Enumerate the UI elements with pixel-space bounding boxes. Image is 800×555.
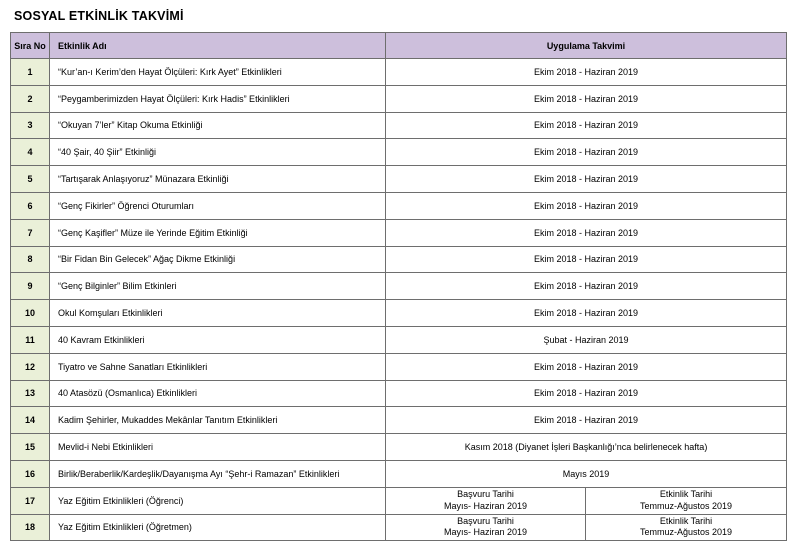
activity-name: Yaz Eğitim Etkinlikleri (Öğretmen): [50, 514, 386, 541]
activity-name: “Kur’an-ı Kerim’den Hayat Ölçüleri: Kırk Ayet” Etkinlikleri: [50, 59, 386, 86]
header-uygulama-takvimi: Uygulama Takvimi: [386, 33, 787, 59]
activity-schedule: Ekim 2018 - Haziran 2019: [386, 166, 787, 193]
row-number: 13: [11, 380, 50, 407]
row-number: 14: [11, 407, 50, 434]
activity-schedule: Ekim 2018 - Haziran 2019: [386, 192, 787, 219]
event-date-title: Etkinlik Tarihi: [659, 489, 713, 500]
activity-schedule: Ekim 2018 - Haziran 2019: [386, 246, 787, 273]
row-number: 7: [11, 219, 50, 246]
row-number: 1: [11, 59, 50, 86]
row-number: 17: [11, 487, 50, 514]
activity-schedule: Ekim 2018 - Haziran 2019: [386, 59, 787, 86]
activity-schedule: Ekim 2018 - Haziran 2019: [386, 353, 787, 380]
table-row: [11, 59, 787, 86]
table-row: [11, 487, 787, 514]
row-number: 10: [11, 300, 50, 327]
activity-schedule: Ekim 2018 - Haziran 2019: [386, 407, 787, 434]
application-date-cell: [386, 487, 586, 514]
page-title: SOSYAL ETKİNLİK TAKVİMİ: [14, 9, 184, 23]
application-date-value: Mayıs- Haziran 2019: [443, 527, 528, 538]
table-row: [11, 353, 787, 380]
activity-name: Birlik/Beraberlik/Kardeşlik/Dayanışma Ayı “Şehr-i Ramazan” Etkinlikleri: [50, 460, 386, 487]
row-number: 12: [11, 353, 50, 380]
activity-schedule: Ekim 2018 - Haziran 2019: [386, 85, 787, 112]
application-date-value: Mayıs- Haziran 2019: [443, 500, 528, 511]
table-row: [11, 112, 787, 139]
activity-schedule: Kasım 2018 (Diyanet İşleri Başkanlığı’nca belirlenecek hafta): [386, 434, 787, 461]
activity-name: 40 Atasözü (Osmanlıca) Etkinlikleri: [50, 380, 386, 407]
table-row: [11, 192, 787, 219]
row-number: 18: [11, 514, 50, 541]
table-row: [11, 326, 787, 353]
activity-name: Tiyatro ve Sahne Sanatları Etkinlikleri: [50, 353, 386, 380]
activity-name: Yaz Eğitim Etkinlikleri (Öğrenci): [50, 487, 386, 514]
activity-calendar-table: [10, 32, 787, 541]
application-date-title: Başvuru Tarihi: [457, 515, 514, 526]
row-number: 11: [11, 326, 50, 353]
activity-schedule: Ekim 2018 - Haziran 2019: [386, 112, 787, 139]
table-row: [11, 273, 787, 300]
activity-schedule: Ekim 2018 - Haziran 2019: [386, 380, 787, 407]
table-header-row: [11, 33, 787, 59]
row-number: 3: [11, 112, 50, 139]
activity-name: “Tartışarak Anlaşıyoruz” Münazara Etkinliği: [50, 166, 386, 193]
activity-name: Kadim Şehirler, Mukaddes Mekânlar Tanıtım Etkinlikleri: [50, 407, 386, 434]
activity-name: “Genç Kaşifler” Müze ile Yerinde Eğitim Etkinliği: [50, 219, 386, 246]
table-row: [11, 166, 787, 193]
activity-schedule: Şubat - Haziran 2019: [386, 326, 787, 353]
table-row: [11, 246, 787, 273]
activity-schedule: Mayıs 2019: [386, 460, 787, 487]
table-row: [11, 380, 787, 407]
activity-name: “Genç Bilginler” Bilim Etkinleri: [50, 273, 386, 300]
event-date-cell: [586, 514, 787, 541]
row-number: 15: [11, 434, 50, 461]
table-row: [11, 434, 787, 461]
table-row: [11, 514, 787, 541]
row-number: 9: [11, 273, 50, 300]
activity-schedule: Ekim 2018 - Haziran 2019: [386, 300, 787, 327]
table-row: [11, 460, 787, 487]
event-date-title: Etkinlik Tarihi: [659, 515, 713, 526]
row-number: 5: [11, 166, 50, 193]
activity-schedule: Ekim 2018 - Haziran 2019: [386, 139, 787, 166]
row-number: 4: [11, 139, 50, 166]
activity-name: Mevlid-i Nebi Etkinlikleri: [50, 434, 386, 461]
activity-name: “Genç Fikirler” Öğrenci Oturumları: [50, 192, 386, 219]
header-sira-no: Sıra No: [11, 33, 50, 59]
row-number: 6: [11, 192, 50, 219]
table-row: [11, 407, 787, 434]
application-date-cell: [386, 514, 586, 541]
activity-name: “Bir Fidan Bin Gelecek” Ağaç Dikme Etkinliği: [50, 246, 386, 273]
event-date-value: Temmuz-Ağustos 2019: [639, 500, 733, 511]
table-row: [11, 139, 787, 166]
activity-schedule: Ekim 2018 - Haziran 2019: [386, 219, 787, 246]
row-number: 16: [11, 460, 50, 487]
activity-name: “40 Şair, 40 Şiir” Etkinliği: [50, 139, 386, 166]
row-number: 8: [11, 246, 50, 273]
event-date-cell: [586, 487, 787, 514]
activity-name: “Okuyan 7’ler” Kitap Okuma Etkinliği: [50, 112, 386, 139]
activity-name: Okul Komşuları Etkinlikleri: [50, 300, 386, 327]
activity-name: 40 Kavram Etkinlikleri: [50, 326, 386, 353]
application-date-title: Başvuru Tarihi: [457, 489, 514, 500]
table-row: [11, 300, 787, 327]
row-number: 2: [11, 85, 50, 112]
event-date-value: Temmuz-Ağustos 2019: [639, 527, 733, 538]
table-row: [11, 219, 787, 246]
header-etkinlik-adi: Etkinlik Adı: [50, 33, 386, 59]
table-row: [11, 85, 787, 112]
activity-schedule: Ekim 2018 - Haziran 2019: [386, 273, 787, 300]
activity-name: “Peygamberimizden Hayat Ölçüleri: Kırk Hadis” Etkinlikleri: [50, 85, 386, 112]
